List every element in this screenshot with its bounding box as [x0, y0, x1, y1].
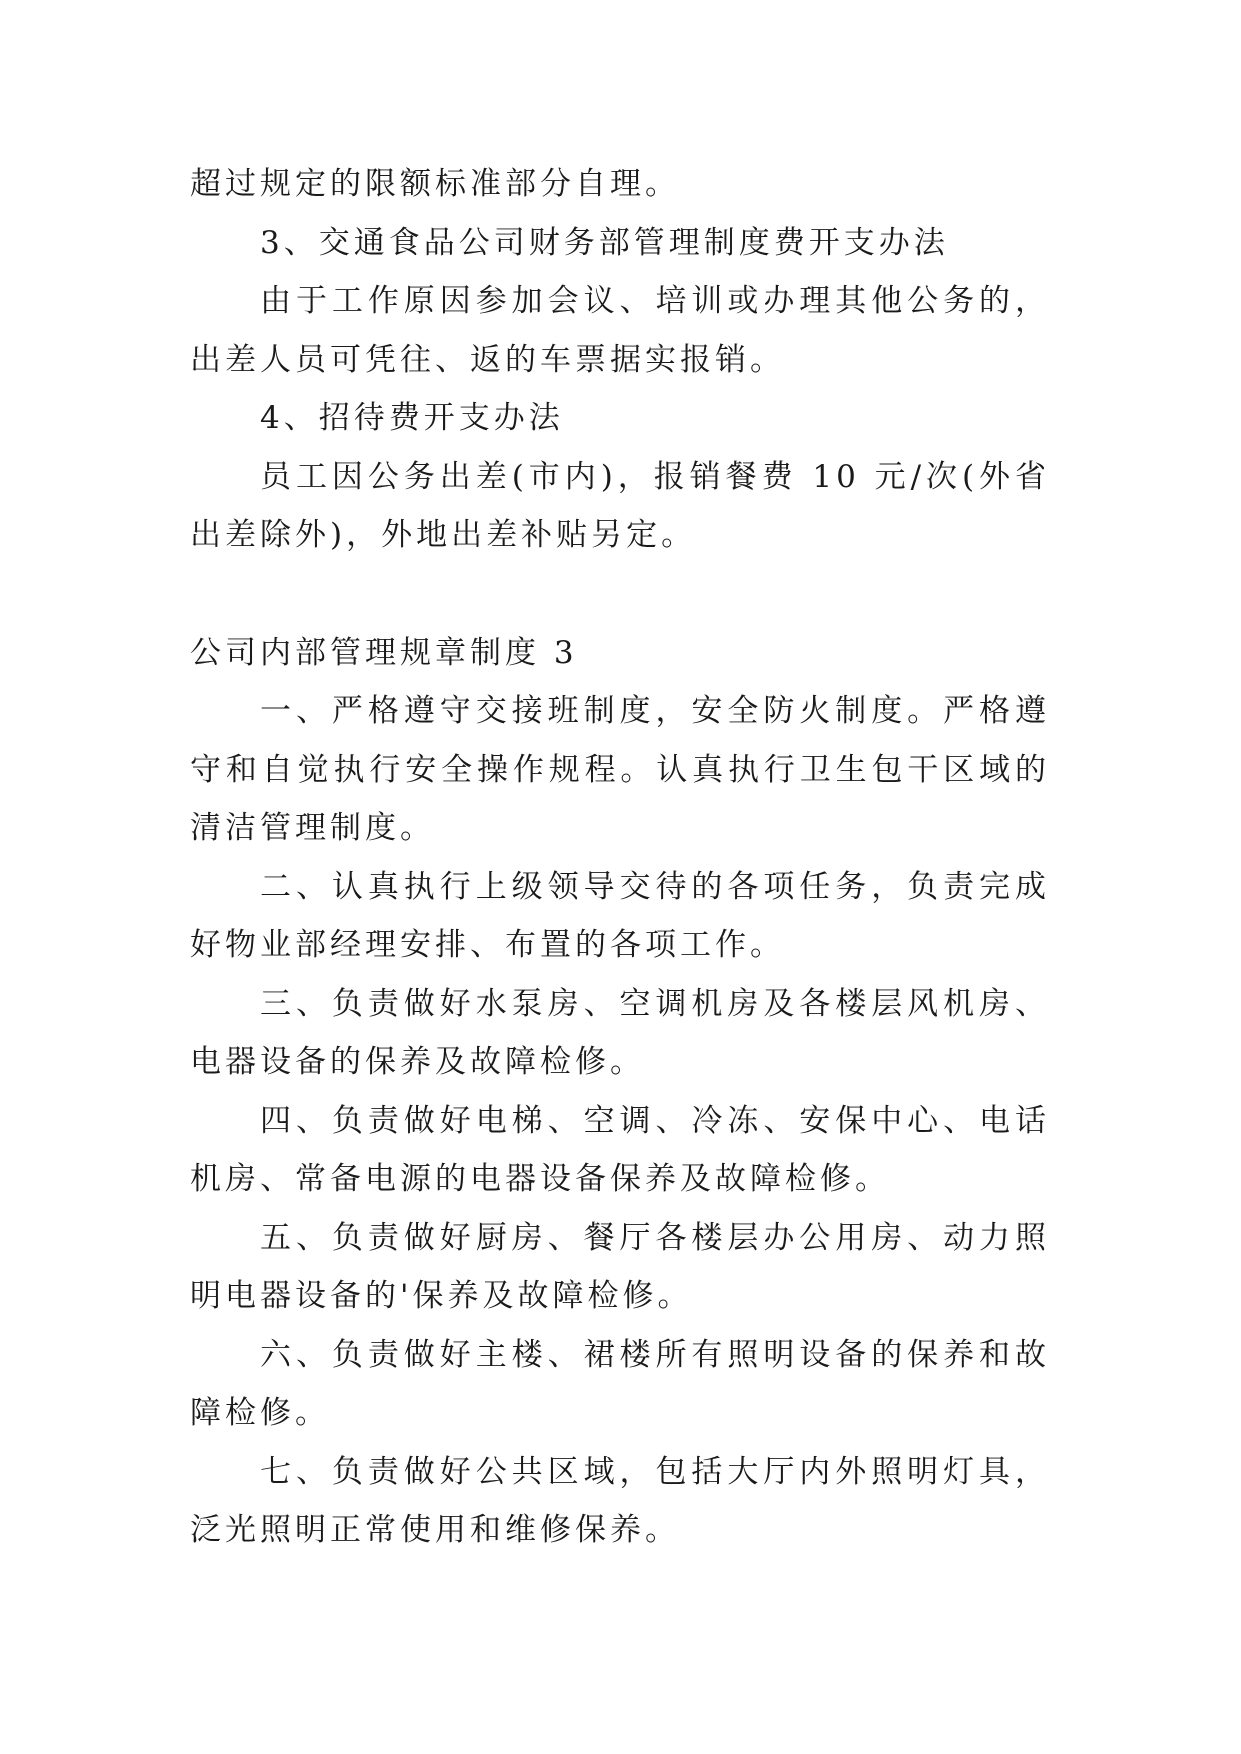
- heading-transport-expenses: 3、交通食品公司财务部管理制度费开支办法: [260, 224, 949, 261]
- heading-entertainment-expenses: 4、招待费开支办法: [260, 400, 564, 436]
- rule-item-3: 三、负责做好水泵房、空调机房及各楼层风机房、电器设备的保养及故障检修。: [190, 985, 1050, 1080]
- section-title: 公司内部管理规章制度 3: [190, 634, 578, 671]
- rule-item-4: 四、负责做好电梯、空调、冷冻、安保中心、电话机房、常备电源的电器设备保养及故障检修。: [190, 1102, 1050, 1197]
- rule-item-2: 二、认真执行上级领导交待的各项任务，负责完成好物业部经理安排、布置的各项工作。: [190, 868, 1050, 963]
- rule-item-6: 六、负责做好主楼、裙楼所有照明设备的保养和故障检修。: [190, 1336, 1050, 1431]
- document-body: [190, 155, 1050, 1560]
- paragraph-continuation: 超过规定的限额标准部分自理。: [190, 166, 680, 202]
- rule-item-7: 七、负责做好公共区域，包括大厅内外照明灯具，泛光照明正常使用和维修保养。: [190, 1453, 1050, 1548]
- paragraph-transport-reimbursement: 由于工作原因参加会议、培训或办理其他公务的，出差人员可凭往、返的车票据实报销。: [190, 283, 1050, 378]
- rule-item-5: 五、负责做好厨房、餐厅各楼层办公用房、动力照明电器设备的'保养及故障检修。: [190, 1219, 1050, 1314]
- rule-item-1: 一、严格遵守交接班制度，安全防火制度。严格遵守和自觉执行安全操作规程。认真执行卫生包干区域的清洁管理制度。: [190, 693, 1050, 846]
- paragraph-meal-reimbursement: 员工因公务出差(市内)，报销餐费 10 元/次(外省出差除外)，外地出差补贴另定。: [190, 458, 1050, 553]
